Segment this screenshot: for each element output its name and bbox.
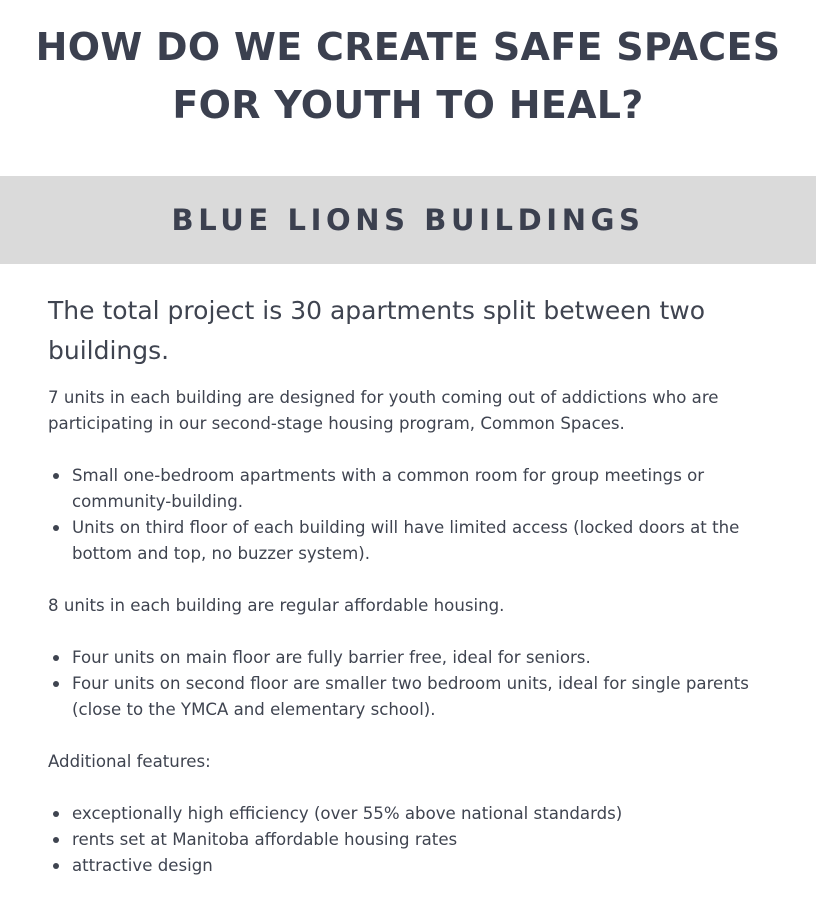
- affordable-units-intro: 8 units in each building are regular affordable housing.: [48, 596, 505, 615]
- youth-units-intro: 7 units in each building are designed for youth coming out of addictions who are participating in our second-stage housing program, Common Spaces.: [48, 388, 719, 433]
- list-item-text: Four units on main floor are fully barrier free, ideal for seniors.: [72, 648, 591, 667]
- list-item-text: Small one-bedroom apartments with a common room for group meetings or community-building.: [72, 466, 705, 511]
- list-item-text: Units on third floor of each building will have limited access (locked doors at the bottom and top, no buzzer system).: [72, 518, 740, 563]
- bullet-icon: [53, 655, 59, 661]
- list-item: [48, 463, 788, 515]
- page-title-line-2: FOR YOUTH TO HEAL?: [172, 83, 644, 127]
- list-item-text: rents set at Manitoba affordable housing rates: [72, 830, 458, 849]
- page-title-line-1: HOW DO WE CREATE SAFE SPACES: [35, 25, 781, 69]
- affordable-units-list: [48, 645, 788, 723]
- lead-paragraph: The total project is 30 apartments split between two buildings.: [48, 296, 706, 365]
- bullet-icon: [53, 837, 59, 843]
- list-item: [48, 801, 788, 827]
- bullet-icon: [53, 863, 59, 869]
- page-title: [0, 18, 816, 134]
- banner-title: BLUE LIONS BUILDINGS: [171, 203, 645, 237]
- list-item: [48, 827, 788, 853]
- list-item: [48, 515, 788, 567]
- section-banner: [0, 176, 816, 264]
- bullet-icon: [53, 811, 59, 817]
- bullet-icon: [53, 473, 59, 479]
- list-item-text: Four units on second floor are smaller two bedroom units, ideal for single parents (close to the YMCA and elementary school).: [72, 674, 749, 719]
- bullet-icon: [53, 681, 59, 687]
- list-item: [48, 853, 788, 879]
- additional-features-intro: Additional features:: [48, 752, 211, 771]
- bullet-icon: [53, 525, 59, 531]
- list-item: [48, 671, 788, 723]
- main-content: [48, 291, 788, 879]
- list-item: [48, 645, 788, 671]
- youth-units-list: [48, 463, 788, 567]
- additional-features-list: [48, 801, 788, 879]
- list-item-text: attractive design: [72, 856, 213, 875]
- list-item-text: exceptionally high efficiency (over 55% above national standards): [72, 804, 623, 823]
